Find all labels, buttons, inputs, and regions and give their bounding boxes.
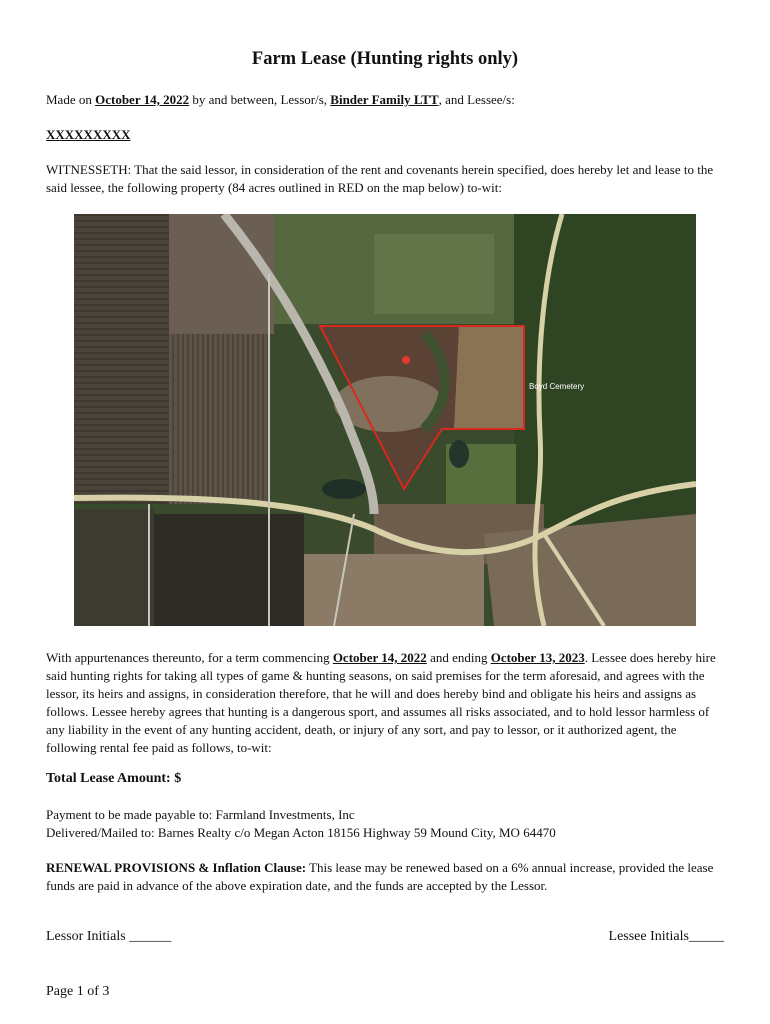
- page-number: Page 1 of 3: [46, 984, 110, 999]
- term-text-3: . Lessee does hereby hire said hunting rights for taking all types of game & hunting seasons, on said premises for the term aforesaid, and agrees with the lessor, its heirs and assigns, in consideration therefore, that he will and does hereby bind and obligate his heirs and assigns as follows. Lessee hereby agrees that hunting is a dangerous sport, and assumes all risks associated, and to hold lessor harmless of any liability in the event of any hunting accident, death, or injury of any sort, and pay to lessor, or it authorized agent, the following rental fee paid as follows, to-wit:: [46, 650, 716, 755]
- field-area: [74, 214, 169, 504]
- cemetery-label: Boyd Cemetery: [529, 382, 585, 391]
- property-map: [74, 214, 696, 626]
- field-area: [169, 334, 269, 504]
- renewal-heading: RENEWAL PROVISIONS & Inflation Clause:: [46, 860, 307, 875]
- document-title: Farm Lease (Hunting rights only): [251, 49, 519, 69]
- by-between-text: by and between, Lessor/s,: [192, 92, 328, 107]
- made-on-text: Made on: [46, 92, 92, 107]
- field-area: [169, 214, 274, 334]
- payment-address: Delivered/Mailed to: Barnes Realty c/o Megan Acton 18156 Highway 59 Mound City, MO 64470: [46, 825, 556, 840]
- lessee-prefix-text: , and Lessee/s:: [438, 92, 515, 107]
- term-start-date: October 14, 2022: [332, 650, 427, 665]
- payment-payee: Payment to be made payable to: Farmland Investments, Inc: [46, 807, 355, 822]
- field-area: [304, 554, 484, 626]
- term-end-date: October 13, 2023: [490, 650, 585, 665]
- pond: [449, 440, 469, 468]
- renewal-paragraph: [46, 859, 728, 895]
- total-lease-amount: Total Lease Amount: $: [46, 771, 182, 786]
- term-text-1: With appurtenances thereunto, for a term commencing: [46, 650, 330, 665]
- lease-date: October 14, 2022: [95, 92, 190, 107]
- term-text-2: and ending: [430, 650, 488, 665]
- term-paragraph: [46, 649, 728, 757]
- field-area: [74, 509, 154, 626]
- witnesseth-paragraph: WITNESSETH: That the said lessor, in consideration of the rent and covenants herein specified, does hereby let and lease to the said lessee, the following property (84 acres outlined in RED on the map below) to-wit:: [46, 162, 714, 195]
- lessee-initials[interactable]: Lessee Initials_____: [608, 929, 724, 944]
- lessee-name: XXXXXXXXX: [46, 127, 131, 142]
- lessor-initials[interactable]: Lessor Initials ______: [46, 929, 172, 944]
- intro-paragraph: [46, 91, 728, 109]
- pond: [322, 479, 366, 499]
- parcel-field: [454, 326, 524, 429]
- lessor-name: Binder Family LTT: [330, 92, 439, 107]
- location-pin-icon: [402, 356, 410, 364]
- field-area: [154, 514, 304, 626]
- grass-area: [374, 234, 494, 314]
- renewal-text: This lease may be renewed based on a 6% annual increase, provided the lease funds are paid in advance of the above expiration date, and the funds are accepted by the Lessor.: [46, 860, 714, 893]
- lessee-line: [46, 126, 728, 144]
